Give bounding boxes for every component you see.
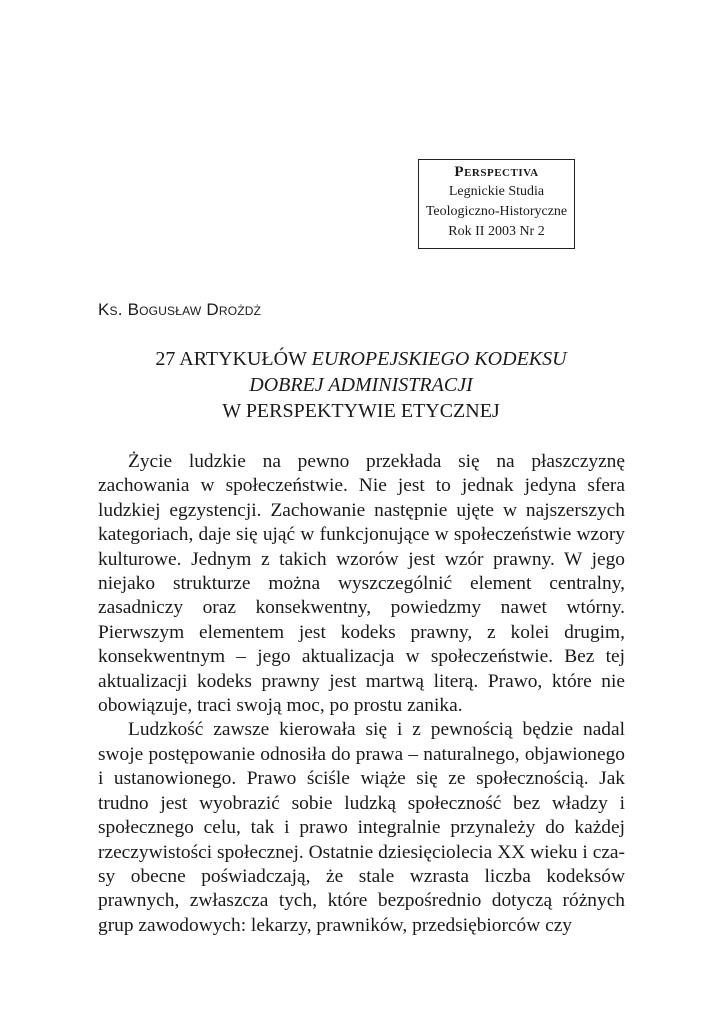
title-line-1	[98, 346, 624, 372]
title-part-1: 27 ARTYKUŁÓW	[155, 348, 312, 370]
article-title	[98, 346, 624, 424]
article-body	[98, 450, 625, 938]
title-line-2: DOBREJ ADMINISTRACJI	[249, 374, 473, 396]
title-part-2: EUROPEJSKIEGO KODEKSU	[311, 348, 567, 370]
journal-info-box	[418, 159, 575, 249]
paragraph-1: Życie ludzkie na pewno przekłada się na płaszczyznę zachowania w społeczeństwie. Nie jest to jednak jedyna sfera ludzkiej egzystencji. Zachowanie następnie ujęte w najszerszych kategoriach, daje się ująć w funkcjonujące w społeczeństwie wzory kulturowe. Jednym z takich wzorów jest wzór prawny. W jego niejako strukturze można wyszczególnić element centralny, zasadniczy oraz konsekwentny, powiedzmy nawet wtórny. Pierwszym elementem jest kodeks prawny, z kolei drugim, konsekwentnym – jego aktualizacja w społeczeństwie. Bez tej aktualizacji kodeks prawny jest martwą literą. Prawo, które nie obowiązuje, traci swoją moc, po prostu zanika.	[98, 451, 625, 717]
journal-subtitle-line-2: Teologiczno-Historyczne	[425, 204, 568, 219]
journal-subtitle-line-1: Legnickie Studia	[448, 184, 545, 199]
journal-issue: Rok II 2003 Nr 2	[448, 224, 545, 239]
title-line-3: W PERSPEKTYWIE ETYCZNEJ	[222, 400, 500, 422]
author-name: Ks. Bogusław Drożdż	[98, 300, 262, 319]
journal-name: Perspectiva	[454, 164, 539, 180]
paragraph-2: Ludzkość zawsze kierowała się i z pewnością będzie nadal swoje postępowanie odnosiła do prawa – naturalnego, objawionego i ustanowionego. Prawo ściśle wiąże się ze społecznością. Jak trudno jest wyobrazić sobie ludzką społeczność bez władzy i społecznego celu, tak i prawo integralnie przynależy do każdej rzeczywistości społecznej. Ostatnie dziesięciolecia XX wieku i cza-sy obecne poświadczają, że stale wzrasta liczba kodeksów prawnych, zwłaszcza tych, które bezpośrednio dotyczą różnych grup zawodowych: lekarzy, prawników, przedsiębiorców czy	[98, 719, 625, 936]
